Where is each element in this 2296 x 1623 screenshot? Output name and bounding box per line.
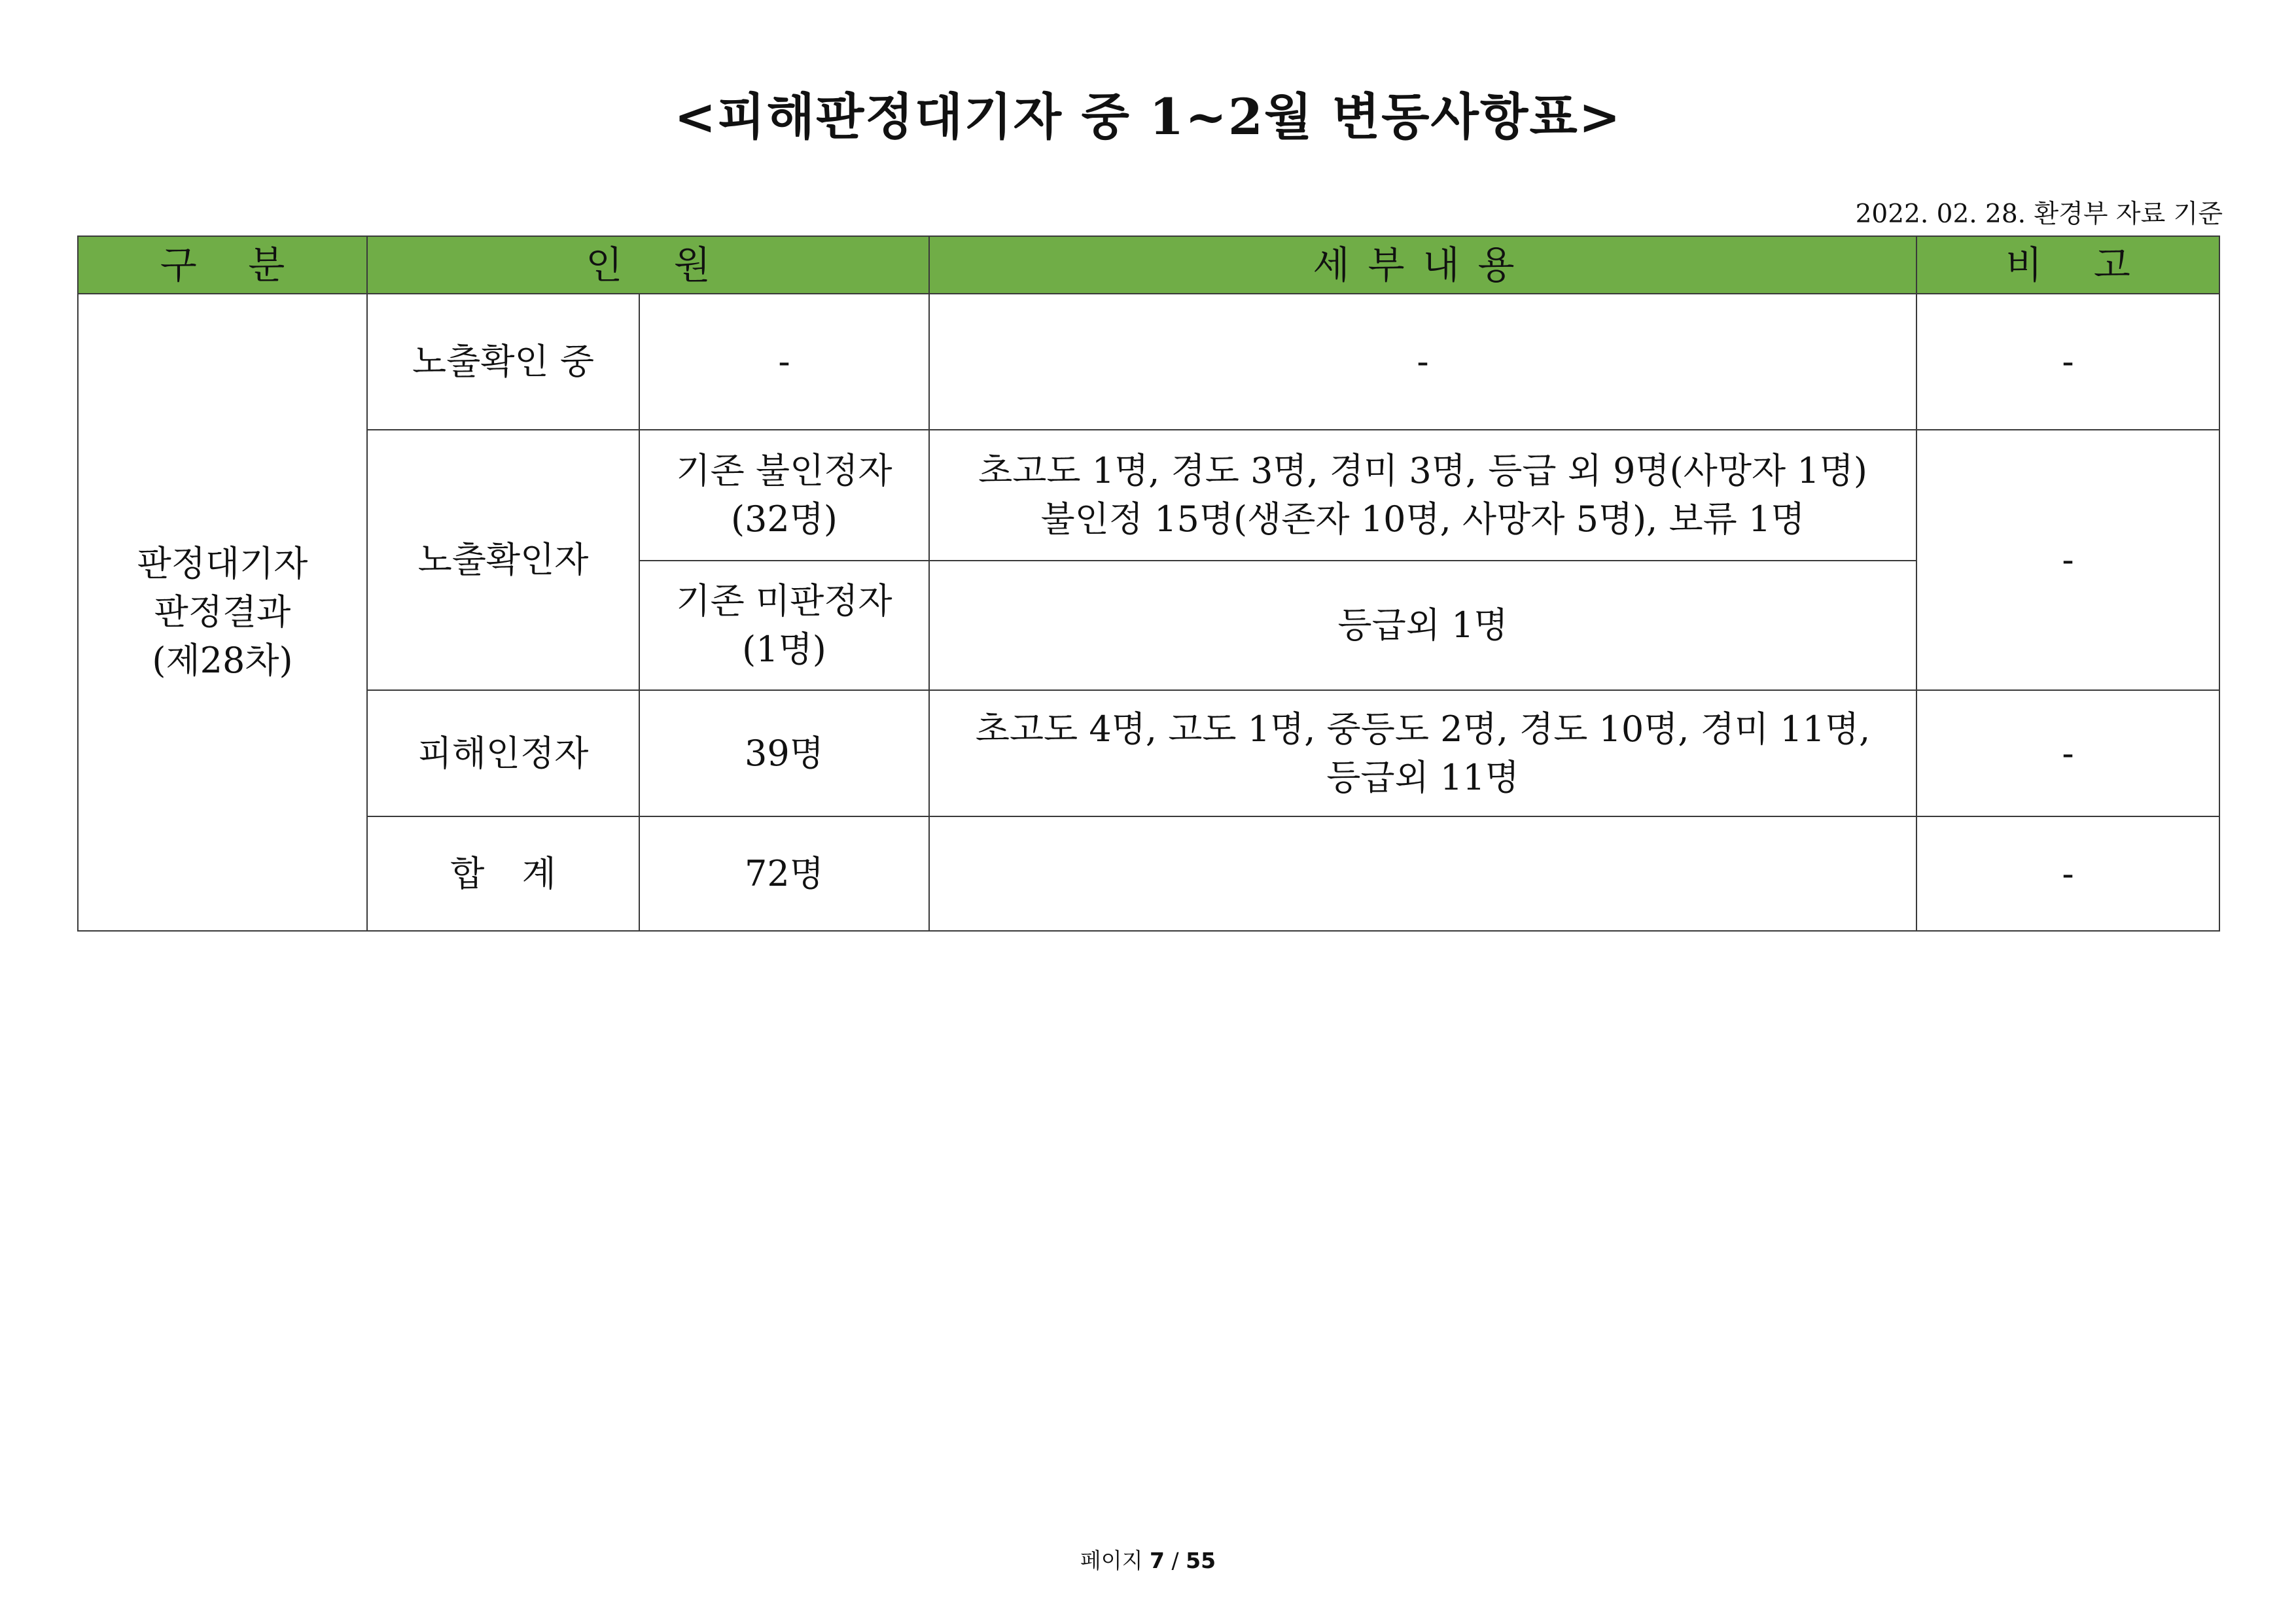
source-note: 2022. 02. 28. 환경부 자료 기준 <box>1855 200 2223 229</box>
page-title: <피해판정대기자 중 1~2월 변동사항표> <box>674 88 1622 146</box>
victims-count: 39명 <box>639 690 929 816</box>
page-separator: / <box>1171 1548 1179 1573</box>
confirming-details: - <box>929 294 1916 430</box>
confirmed-sub2-label: 기존 미판정자 (1명) <box>639 561 929 690</box>
table-row <box>78 690 2219 816</box>
victims-details: 초고도 4명, 고도 1명, 중등도 2명, 경도 10명, 경미 11명, 등급외 11명 <box>929 690 1916 816</box>
page-current: 7 <box>1150 1548 1165 1573</box>
confirming-count: - <box>639 294 929 430</box>
confirming-remarks: - <box>1916 294 2219 430</box>
total-count: 72명 <box>639 816 929 931</box>
table-header-row <box>78 236 2219 294</box>
header-category: 구 분 <box>78 236 367 294</box>
confirming-label: 노출확인 중 <box>367 294 639 430</box>
confirmed-sub1-details: 초고도 1명, 경도 3명, 경미 3명, 등급 외 9명(사망자 1명) 불인정 15명(생존자 10명, 사망자 5명), 보류 1명 <box>929 430 1916 561</box>
victims-label: 피해인정자 <box>367 690 639 816</box>
header-remarks: 비 고 <box>1916 236 2219 294</box>
group-label-cell: 판정대기자 판정결과 (제28차) <box>78 294 367 931</box>
page-total: 55 <box>1186 1548 1216 1573</box>
confirmed-label: 노출확인자 <box>367 430 639 690</box>
confirmed-sub2-details: 등급외 1명 <box>929 561 1916 690</box>
header-details: 세부내용 <box>929 236 1916 294</box>
page-footer <box>0 1544 2296 1575</box>
confirmed-remarks: - <box>1916 430 2219 690</box>
change-table <box>77 236 2220 932</box>
header-people: 인 원 <box>367 236 929 294</box>
confirmed-sub1-label: 기존 불인정자 (32명) <box>639 430 929 561</box>
page-label: 페이지 <box>1080 1548 1143 1573</box>
table-row <box>78 430 2219 561</box>
total-label: 합 계 <box>367 816 639 931</box>
total-remarks: - <box>1916 816 2219 931</box>
table-row <box>78 816 2219 931</box>
victims-remarks: - <box>1916 690 2219 816</box>
total-details <box>929 816 1916 931</box>
table-row <box>78 294 2219 430</box>
